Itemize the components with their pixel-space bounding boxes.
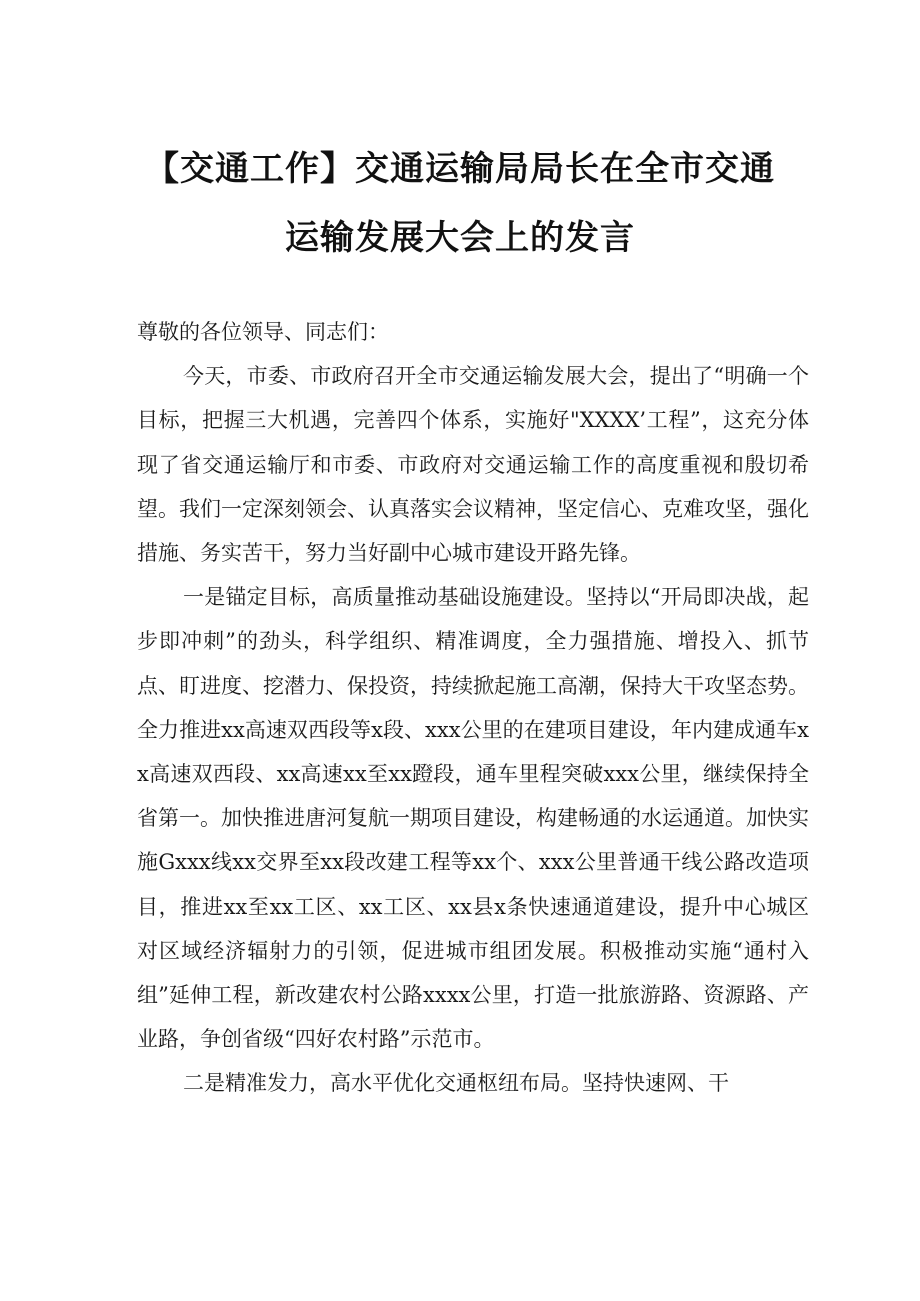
salutation: 尊敬的各位领导、同志们： xyxy=(137,320,389,344)
document-title-line-2: 运输发展大会上的发言 xyxy=(285,218,635,258)
paragraph-opening: 今天，市委、市政府召开全市交通运输发展大会，提出了“明确一个目标，把握三大机遇，完善四个体系，实施好"XXXX’工程”，这充分体现了省交通运输厅和市委、市政府对交通运输工作的高度重视和殷切希望。我们一定深刻领会、认真落实会议精神，坚定信心、克难攻坚，强化措施、务实苦干，努力当好副中心城市建设开路先锋。 xyxy=(137,364,809,566)
paragraph-point-one: 一是锚定目标，高质量推动基础设施建设。坚持以“开局即决战，起步即冲刺”的劲头，科学组织、精准调度，全力强措施、增投入、抓节点、盯进度、挖潜力、保投资，持续掀起施工高潮，保持大干攻坚态势。全力推进xx高速双西段等x段、xxx公里的在建项目建设，年内建成通车xx高速双西段、xx高速xx至xx蹬段，通车里程突破xxx公里，继续保持全省第一。加快推进唐河复航一期项目建设，构建畅通的水运通道。加快实施Gxxx线xx交界至xx段改建工程等xx个、xxx公里普通干线公路改造项目，推进xx至xx工区、xx工区、xx县x条快速通道建设，提升中心城区对区域经济辐射力的引领，促进城市组团发展。积极推动实施“通村入组”延伸工程，新改建农村公路xxxx公里，打造一批旅游路、资源路、产业路，争创省级“四好农村路”示范市。 xyxy=(137,585,809,1052)
document-body xyxy=(137,310,809,1106)
paragraph-point-two: 二是精准发力，高水平优化交通枢纽布局。坚持快速网、干 xyxy=(183,1071,729,1096)
document-title-line-1: 【交通工作】交通运输局局长在全市交通 xyxy=(145,149,775,189)
